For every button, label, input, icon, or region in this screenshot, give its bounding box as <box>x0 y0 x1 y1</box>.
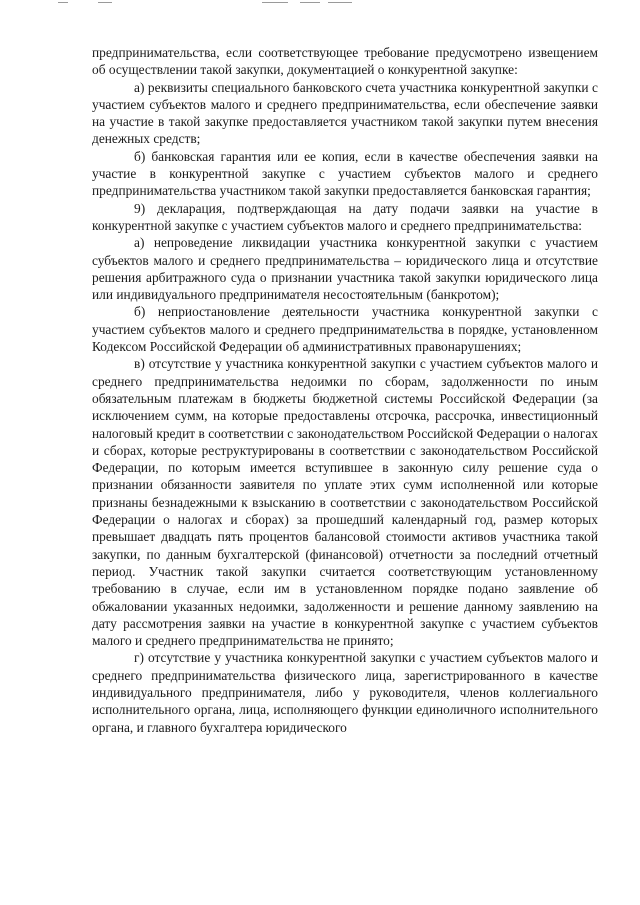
paragraph-continuation: предпринимательства, если соответствующее требование предусмотрено извещением об осуществлении такой закупки, документацией о конкурентной закупке: <box>92 45 598 78</box>
paragraph-item-a-account: а) реквизиты специального банковского счета участника конкурентной закупки с участием субъектов малого и среднего предпринимательства, если обеспечение заявки на участие в такой закупке предоставляется участником такой закупки путем внесения денежных средств; <box>92 79 598 147</box>
paragraph-item-v-arrears: в) отсутствие у участника конкурентной закупки с участием субъектов малого и среднего предпринимательства недоимки по сборам, задолженности по иным обязательным платежам в бюджеты бюджетной системы Российской Федерации (за исключением сумм, на которые предоставлены отсрочка, рассрочка, инвестиционный налоговый кредит в соответствии с законодательством Российской Федерации о налогах и сборах, которые реструктурированы в соответствии с законодательством Российской Федерации, по которым имеется вступившее в законную силу решение суда о признании обязанности заявителя по уплате этих сумм исполненной или которые признаны безнадежными к взысканию в соответствии с законодательством Российской Федерации о налогах и сборах) за прошедший календарный год, размер которых превышает двадцать пять процентов балансовой стоимости активов участника такой закупки, по данным бухгалтерской (финансовой) отчетности за последний отчетный период. Участник такой закупки считается соответствующим установленному требованию в случае, если им в установленном порядке подано заявление об обжаловании указанных недоимки, задолженности и решение данному заявлению на дату рассмотрения заявки на участие в конкурентной закупке с участием субъектов малого и среднего предпринимательства не принято; <box>92 356 598 649</box>
paragraph-item-a-liquidation: а) непроведение ликвидации участника конкурентной закупки с участием субъектов малого и среднего предпринимательства – юридического лица и отсутствие решения арбитражного суда о признании участника такой закупки юридического лица или индивидуального предпринимателя несостоятельным (банкротом); <box>92 235 598 303</box>
paragraph-item-b-suspension: б) неприостановление деятельности участника конкурентной закупки с участием субъектов малого и среднего предпринимательства в порядке, установленном Кодексом Российской Федерации об административных правонарушениях; <box>92 304 598 355</box>
document-body <box>92 44 598 736</box>
scan-header-marks <box>0 0 640 8</box>
paragraph-item-b-guarantee: б) банковская гарантия или ее копия, если в качестве обеспечения заявки на участие в конкурентной закупке с участием субъектов малого и среднего предпринимательства участником такой закупки предоставляется банковская гарантия; <box>92 148 598 199</box>
paragraph-item-g-criminal-record: г) отсутствие у участника конкурентной закупки с участием субъектов малого и среднего предпринимательства физического лица, зарегистрированного в качестве индивидуального предпринимателя, либо у руководителя, членов коллегиального исполнительного органа, лица, исполняющего функции единоличного исполнительного органа, и главного бухгалтера юридического <box>92 650 598 735</box>
paragraph-item-9-declaration: 9) декларация, подтверждающая на дату подачи заявки на участие в конкурентной закупке с участием субъектов малого и среднего предпринимательства: <box>92 200 598 233</box>
